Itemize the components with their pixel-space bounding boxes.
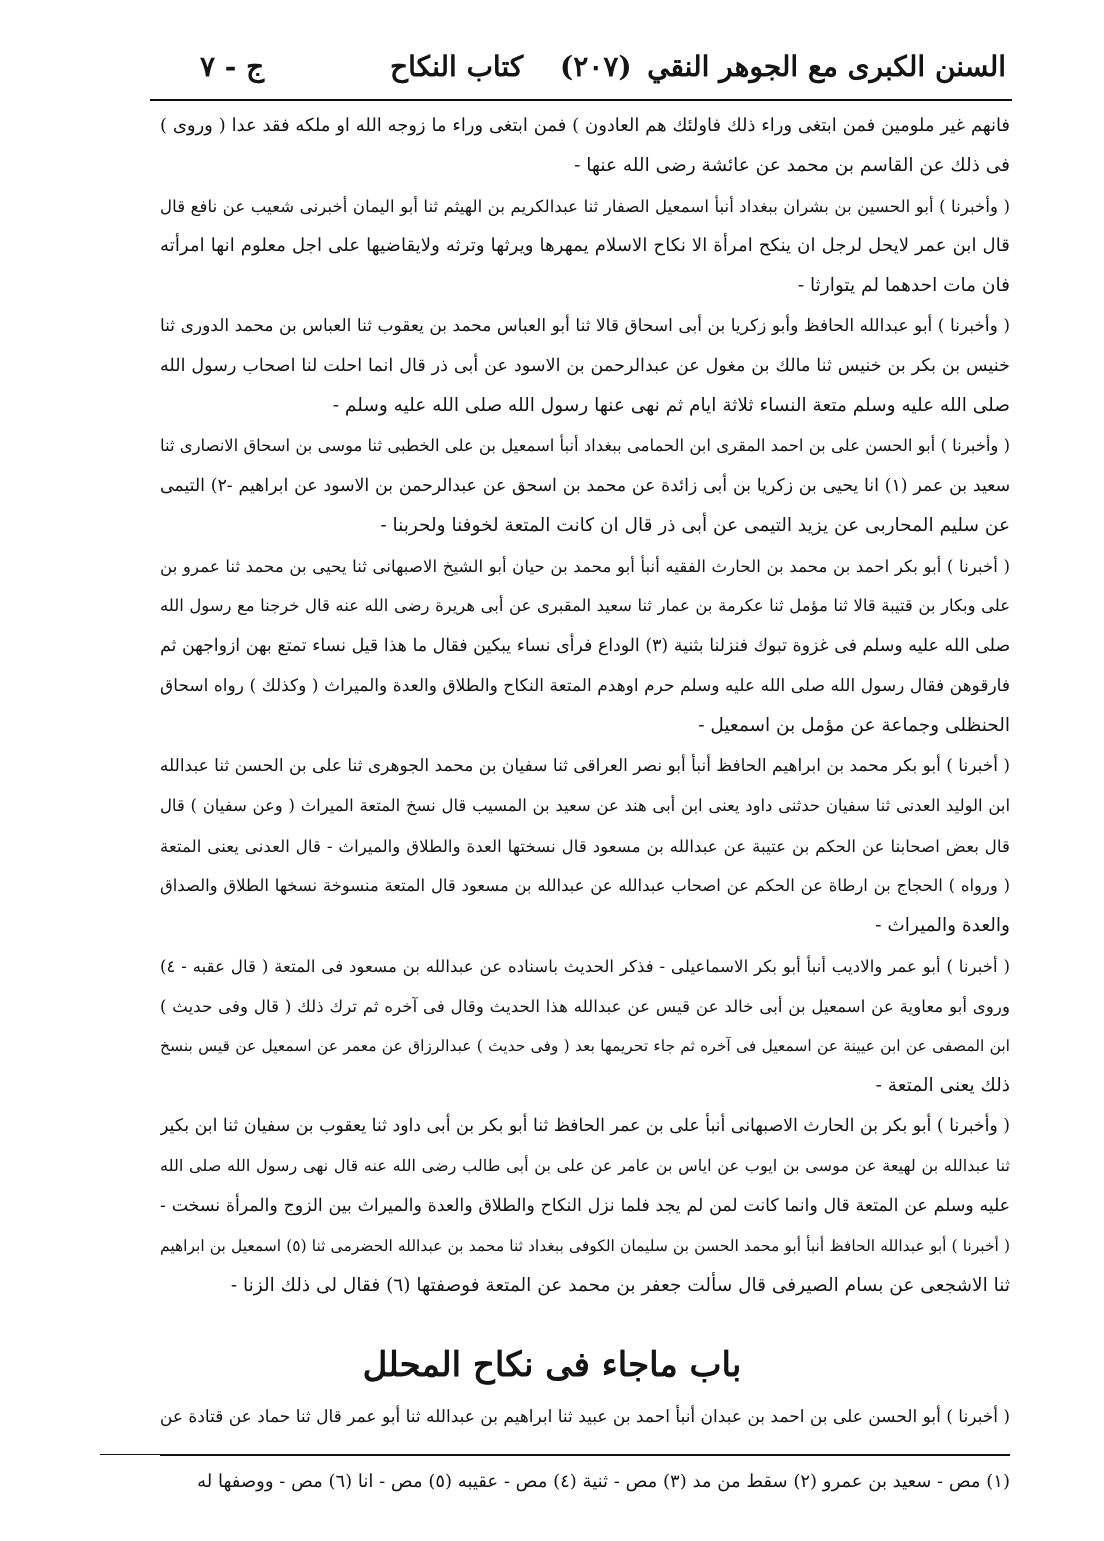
text-line: ( أخبرنا ) أبو بكر محمد بن ابراهيم الحافظ أنبأ أبو نصر العراقى ثنا سفيان بن محمد الجوهرى ثنا على بن الحسن ثنا عبدالله [160,756,1010,776]
footnotes: (١) مص - سعيد بن عمرو (٢) سقط من مد (٣) مص - ثنية (٤) مص - عقيبه (٥) مص - انا (٦) مص - ووصفها له [197,1471,1010,1492]
text-line: ( وأخبرنا ) أبو عبدالله الحافظ وأبو زكريا بن أبى اسحاق قالا ثنا أبو العباس محمد بن يعقوب ثنا العباس بن محمد الدورى ثنا [160,316,1010,336]
text-line: سعيد بن عمر (١) انا يحيى بن زكريا بن أبى زائدة عن محمد بن اسحق عن عبدالرحمن بن الاسود عن ابراهيم -٢) التيمى [160,476,1010,496]
running-header [60,40,1044,100]
footnote-rule [160,1454,1010,1456]
page-number: (٢٠٧) [560,50,632,83]
text-line: والعدة والميراث - [875,915,1010,936]
text-line: قال بعض اصحابنا عن الحكم بن عتيبة عن عبدالله بن مسعود قال نسختها العدة والطلاق والميراث - قال العدنى يعنى المتعة [160,836,1010,856]
section-text [160,1397,1010,1437]
text-line: ابن المصفى عن ابن عيينة عن اسمعيل فى آخره ثم جاء تحريمها بعد ( وفى حديث ) عبدالرزاق عن معمر عن اسمعيل عن قيس بنسخ [160,1037,1010,1055]
book-title: السنن الكبرى مع الجوهر النقي [647,50,1006,83]
text-line: فان مات احدهما لم يتوارثا - [797,275,1010,296]
text-line: قال ابن عمر لايحل لرجل ان ينكح امرأة الا نكاح الاسلام يمهرها ويرثها وترثه ولايقاضيها على اجل معلوم انها امرأته [160,235,1010,256]
section-title: باب ماجاء فى نكاح المحلل [362,1345,742,1385]
text-line: فارقوهن فقال رسول الله صلى الله عليه وسلم حرم اوهدم المتعة النكاح والطلاق والعدة والميراث ( وكذلك ) رواه اسحاق [160,676,1010,696]
text-line: ( أخبرنا ) أبو عبدالله الحافظ أنبأ أبو محمد الحسن بن سليمان الكوفى ببغداد ثنا محمد بن عبدالله الحضرمى ثنا (٥) اسمعيل بن ابراهيم [160,1237,1010,1255]
text-line: ( أخبرنا ) أبو الحسن على بن احمد بن عبدان أنبأ احمد بن عبيد ثنا ابراهيم بن عبدالله ثنا أبو عمر قال ثنا حماد عن قتادة عن [160,1407,1010,1427]
text-line: ( وأخبرنا ) أبو الحسن على بن احمد المقرى ابن الحمامى ببغداد أنبأ اسمعيل بن على الخطبى ثنا موسى بن اسحاق الانصارى ثنا [160,436,1010,455]
text-line: الحنظلى وجماعة عن مؤمل بن اسمعيل - [698,715,1010,736]
text-line: ( وأخبرنا ) أبو بكر بن الحارث الاصبهانى أنبأ على بن عمر الحافظ ثنا أبو بكر بن أبى داود ثنا يعقوب بن سفيان ثنا ابن بكير [160,1116,1010,1136]
text-line: ثنا عبدالله بن لهيعة عن موسى بن ايوب عن اياس بن عامر عن على بن أبى طالب رضى الله عنه قال نهى رسول الله صلى الله [160,1156,1010,1175]
text-line: ثنا الاشجعى عن بسام الصيرفى قال سألت جعفر بن محمد عن المتعة فوصفتها (٦) فقال لى ذلك الزنا - [230,1275,1010,1296]
text-line: وروى أبو معاوية عن اسمعيل بن أبى خالد عن قيس عن عبدالله هذا الحديث وقال فى آخره ثم ترك ذلك ( قال وفى حديث ) [160,996,1010,1016]
text-line: ابن الوليد العدنى ثنا سفيان حدثنى داود يعنى ابن أبى هند عن سعيد بن المسيب قال نسخ المتعة الميراث ( وعن سفيان ) قال [160,796,1010,815]
text-line: ( أخبرنا ) أبو بكر احمد بن محمد بن الحارث الفقيه أنبأ أبو محمد بن حيان أبو الشيخ الاصبهانى ثنا يحيى بن محمد ثنا عمرو بن [160,556,1010,576]
text-line: ( أخبرنا ) أبو عمر والاديب أنبأ أبو بكر الاسماعيلى - فذكر الحديث باسناده عن عبدالله بن مسعود فى المتعة ( قال عقبه - ٤) [160,956,1010,976]
text-line: عليه وسلم عن المتعة قال وانما كانت لمن لم يجد فلما نزل النكاح والطلاق والعدة والميراث بين الزوج والمرأة نسخت - [160,1196,1010,1216]
text-line: فانهم غير ملومين فمن ابتغى وراء ذلك فاولئك هم العادون ) فمن ابتغى وراء ما زوجه الله او ملكه فقد عدا ( وروى ) [160,115,1010,136]
text-line: ذلك يعنى المتعة - [875,1075,1010,1096]
text-line: ( ورواه ) الحجاج بن ارطاة عن الحكم عن اصحاب عبدالله عن عبدالله بن مسعود قال المتعة منسوخة نسخها الطلاق والصداق [160,876,1010,895]
chapter-title: كتاب النكاح [390,50,524,83]
text-line: خنيس بن بكر بن خنيس ثنا مالك بن مغول عن عبدالرحمن بن الاسود عن أبى ذر قال انما احلت لنا اصحاب رسول الله [160,356,1010,376]
text-line: ( وأخبرنا ) أبو الحسين بن بشران ببغداد أنبأ اسمعيل الصفار ثنا عبدالكريم بن الهيثم ثنا أبو اليمان أخبرنى شعيب عن نافع قال [160,196,1010,216]
header-rule [150,99,1012,101]
main-text [160,106,1010,1306]
volume-label: ج - ٧ [200,50,265,83]
text-line: صلى الله عليه وسلم متعة النساء ثلاثة ايام ثم نهى عنها رسول الله صلى الله عليه وسلم - [332,395,1010,416]
text-line: فى ذلك عن القاسم بن محمد عن عائشة رضى الله عنها - [574,155,1010,176]
text-line: على وبكار بن قتيبة قالا ثنا مؤمل ثنا عكرمة بن عمار ثنا سعيد المقبرى عن أبى هريرة رضى الله عنه قال خرجنا مع رسول الله [160,596,1010,615]
text-line: عن سليم المحاربى عن يزيد التيمى عن أبى ذر قال ان كانت المتعة لخوفنا ولحربنا - [380,515,1010,536]
text-line: صلى الله عليه وسلم فى غزوة تبوك فنزلنا بثنية (٣) الوداع فرأى نساء يبكين فقال ما هذا قيل نساء تمتع بهن ازواجهن ثم [160,636,1010,656]
